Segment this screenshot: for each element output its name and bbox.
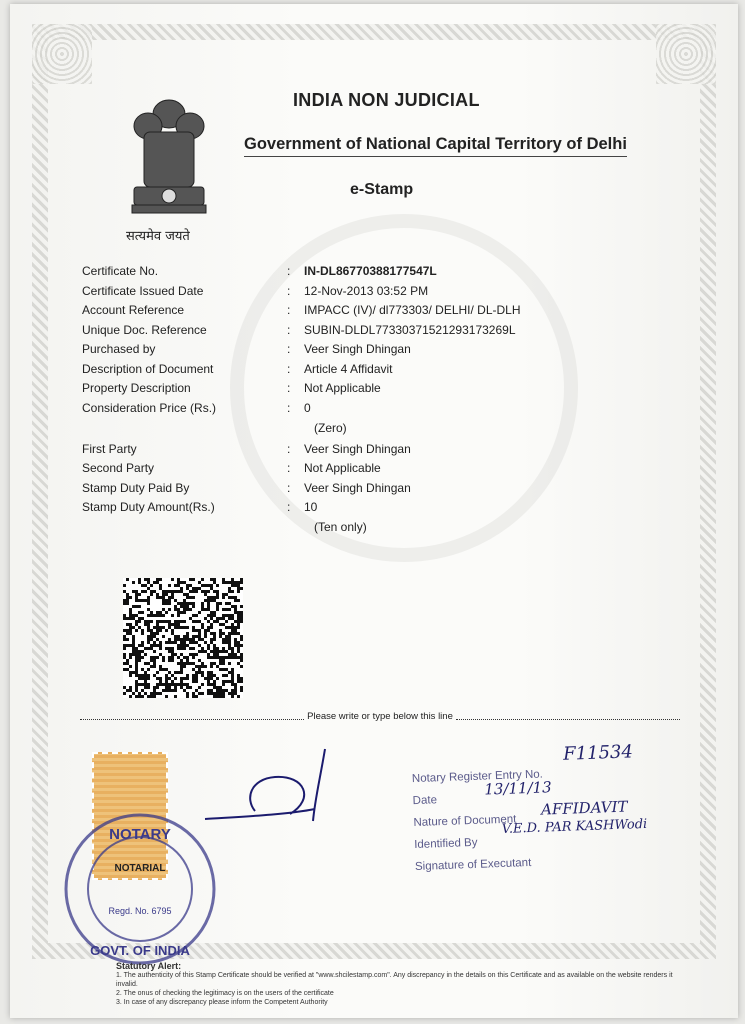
corner-ornament — [32, 24, 92, 84]
field-value: 10 — [304, 500, 318, 514]
identified-value: V.E.D. PAR KASHWodi — [501, 816, 648, 837]
qr-code — [123, 578, 243, 698]
nature-value: AFFIDAVIT — [540, 797, 628, 819]
field-colon: : — [287, 342, 291, 356]
document-type: e-Stamp — [350, 181, 414, 198]
field-label: Description of Document — [82, 362, 214, 376]
alert-title: Statutory Alert: — [116, 961, 182, 971]
notary-block — [411, 737, 705, 877]
field-label: Stamp Duty Amount(Rs.) — [82, 500, 215, 514]
field-value: (Ten only) — [314, 520, 367, 534]
date-value: 13/11/13 — [484, 778, 552, 799]
field-label: Account Reference — [82, 303, 185, 317]
field-value: Veer Singh Dhingan — [304, 481, 411, 495]
register-label: Notary Register Entry No. — [411, 768, 544, 786]
cut-line-text: Please write or type below this line — [307, 711, 453, 722]
certificate-paper — [10, 4, 738, 1018]
seal-regd-text: Regd. No. 6795 — [108, 906, 172, 916]
field-value: 12-Nov-2013 03:52 PM — [304, 284, 429, 298]
field-label: Stamp Duty Paid By — [82, 481, 190, 495]
alert-item: 2. The onus of checking the legitimacy is on the users of the certificate — [116, 990, 334, 997]
corner-ornament — [656, 24, 716, 84]
date-label: Date — [412, 794, 438, 808]
field-value: Veer Singh Dhingan — [304, 442, 411, 456]
field-label: Property Description — [82, 381, 191, 395]
field-label: First Party — [82, 442, 137, 456]
field-label: Purchased by — [82, 342, 156, 356]
field-label: Consideration Price (Rs.) — [82, 401, 217, 415]
seal-bottom-text: GOVT. OF INDIA — [90, 943, 190, 958]
signature-label: Signature of Executant — [414, 856, 532, 874]
field-value: IMPACC (IV)/ dl773303/ DELHI/ DL-DLH — [304, 303, 521, 317]
page-title: INDIA NON JUDICIAL — [293, 90, 480, 110]
statutory-alert — [116, 962, 676, 1007]
field-colon: : — [287, 461, 291, 475]
field-value: SUBIN-DLDL77330371521293173269L — [304, 323, 516, 337]
field-colon: : — [287, 401, 291, 415]
government-heading: Government of National Capital Territory of Delhi — [244, 135, 627, 157]
field-colon: : — [287, 323, 291, 337]
field-value: IN-DL86770388177547L — [304, 264, 437, 278]
field-colon: : — [287, 264, 291, 278]
identified-label: Identified By — [414, 836, 478, 852]
register-value: F11534 — [562, 741, 634, 765]
field-colon: : — [287, 362, 291, 376]
field-value: Not Applicable — [304, 461, 381, 475]
field-colon: : — [287, 303, 291, 317]
field-label: Certificate Issued Date — [82, 284, 204, 298]
ashoka-emblem-icon — [124, 92, 214, 222]
field-value: Not Applicable — [304, 381, 381, 395]
field-label: Certificate No. — [82, 264, 159, 278]
field-colon: : — [287, 381, 291, 395]
signature — [195, 739, 345, 839]
seal-top-text: NOTARY — [109, 826, 171, 843]
field-colon: : — [287, 442, 291, 456]
field-colon: : — [287, 284, 291, 298]
alert-item: 3. In case of any discrepancy please inform the Competent Authority — [116, 999, 328, 1006]
nature-label: Nature of Document — [413, 813, 517, 830]
dotted-line — [80, 713, 304, 720]
emblem-motto: सत्यमेव जयते — [126, 229, 190, 244]
dotted-line — [456, 713, 680, 720]
field-label: Unique Doc. Reference — [82, 323, 207, 337]
field-value: Article 4 Affidavit — [304, 362, 393, 376]
field-colon: : — [287, 481, 291, 495]
field-colon: : — [287, 500, 291, 514]
field-label: Second Party — [82, 461, 155, 475]
field-value: 0 — [304, 401, 311, 415]
seal-middle-text: NOTARIAL — [114, 863, 166, 874]
field-value: Veer Singh Dhingan — [304, 342, 411, 356]
cut-line — [80, 711, 680, 722]
field-value: (Zero) — [314, 421, 347, 435]
alert-item: 1. The authenticity of this Stamp Certificate should be verified at "www.shcilestamp.com". Any discrepancy in the details on this Certificate and as available on the website renders it invalid. — [116, 972, 673, 988]
